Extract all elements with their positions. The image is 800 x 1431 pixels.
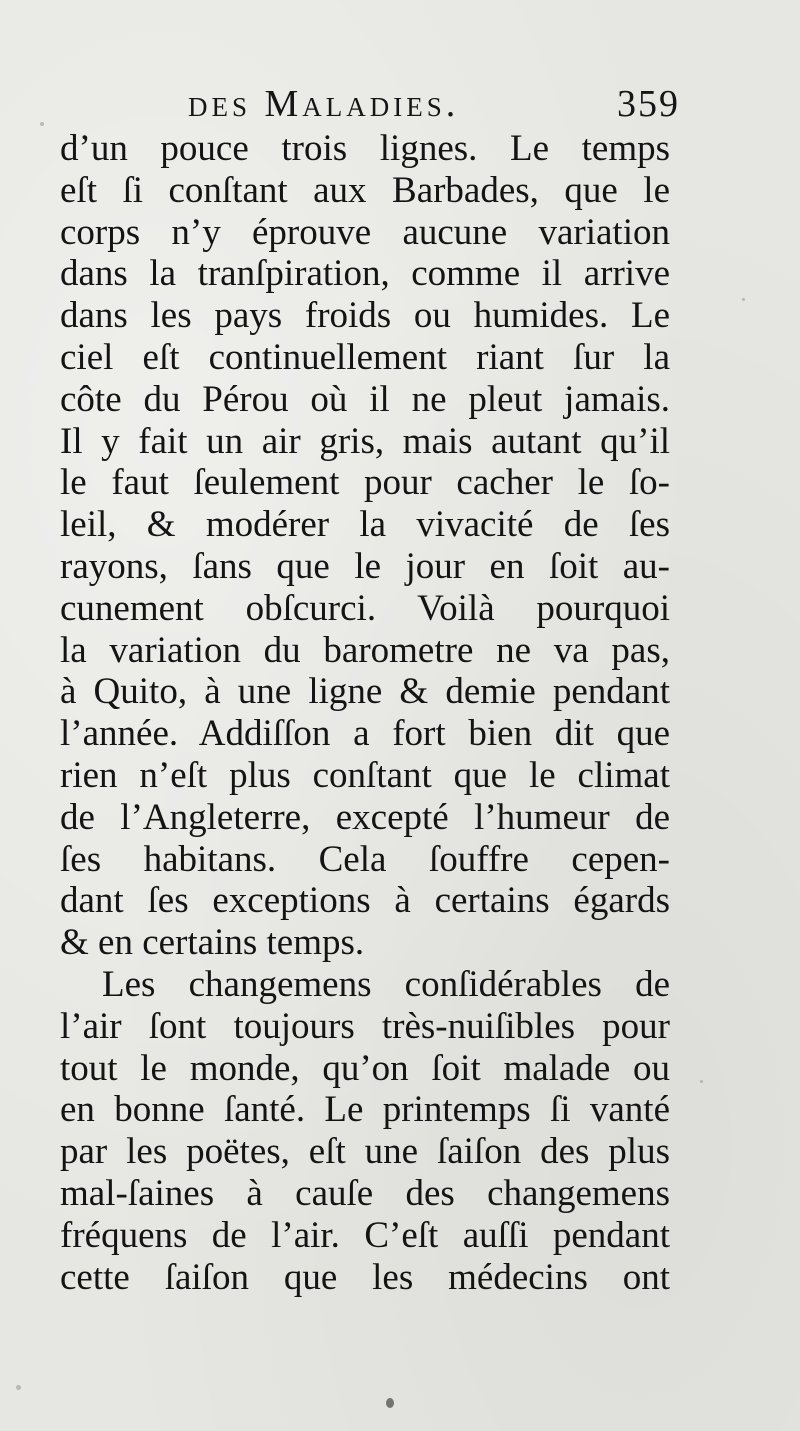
text-line: Il y fait un air gris, mais autant qu’il [60,420,670,462]
text-line: dans la tranſpiration, comme il arrive [60,253,670,295]
text-line: ciel eſt continuellement riant ſur la [60,336,670,378]
text-line: à Quito, à une ligne & demie pendant [60,671,670,713]
text-line: d’un pouce trois lignes. Le temps [60,128,670,169]
text-line: mal-ſaines à cauſe des changemens [60,1172,670,1214]
text-line: cette ſaiſon que les médecins ont [60,1256,670,1298]
body-text [60,128,670,1298]
text-line: l’année. Addiſſon a fort bien dit que [60,713,670,755]
text-line: & en certains temps. [60,922,365,964]
text-line: leil, & modérer la vivacité de ſes [60,504,670,546]
text-line: côte du Pérou où il ne pleut jamais. [60,378,670,420]
text-line: corps n’y éprouve aucune variation [60,211,670,253]
text-line: rayons, ſans que le jour en ſoit au- [60,545,670,587]
running-title: des Maladies. [188,83,460,125]
paper-speck [16,1385,21,1390]
text-line: Les changemens conſidérables de [102,963,670,1005]
text-line: la variation du barometre ne va pas, [60,629,670,671]
page-header [60,82,680,132]
text-line: par les poëtes, eſt une ſaiſon des plus [60,1131,670,1173]
text-line: rien n’eſt plus conſtant que le climat [60,754,670,796]
text-line: tout le monde, qu’on ſoit malade ou [60,1047,670,1089]
paper-speck [742,298,745,301]
paper-speck [40,122,44,126]
paper-speck [386,1398,394,1408]
text-line: eſt ſi conſtant aux Barbades, que le [60,169,670,211]
paper-speck [700,1080,703,1083]
text-line: le faut ſeulement pour cacher le ſo- [60,462,670,504]
text-line: en bonne ſanté. Le printemps ſi vanté [60,1089,670,1131]
text-line: cunement obſcurci. Voilà pourquoi [60,587,670,629]
text-line: fréquens de l’air. C’eſt auſſi pendant [60,1214,670,1256]
text-line: dant ſes exceptions à certains égards [60,880,670,922]
text-line: ſes habitans. Cela ſouffre cepen- [60,838,670,880]
text-line: l’air ſont toujours très-nuiſibles pour [60,1005,670,1047]
text-line: dans les pays froids ou humides. Le [60,295,670,337]
text-line: de l’Angleterre, excepté l’humeur de [60,796,670,838]
page-number: 359 [617,83,680,125]
